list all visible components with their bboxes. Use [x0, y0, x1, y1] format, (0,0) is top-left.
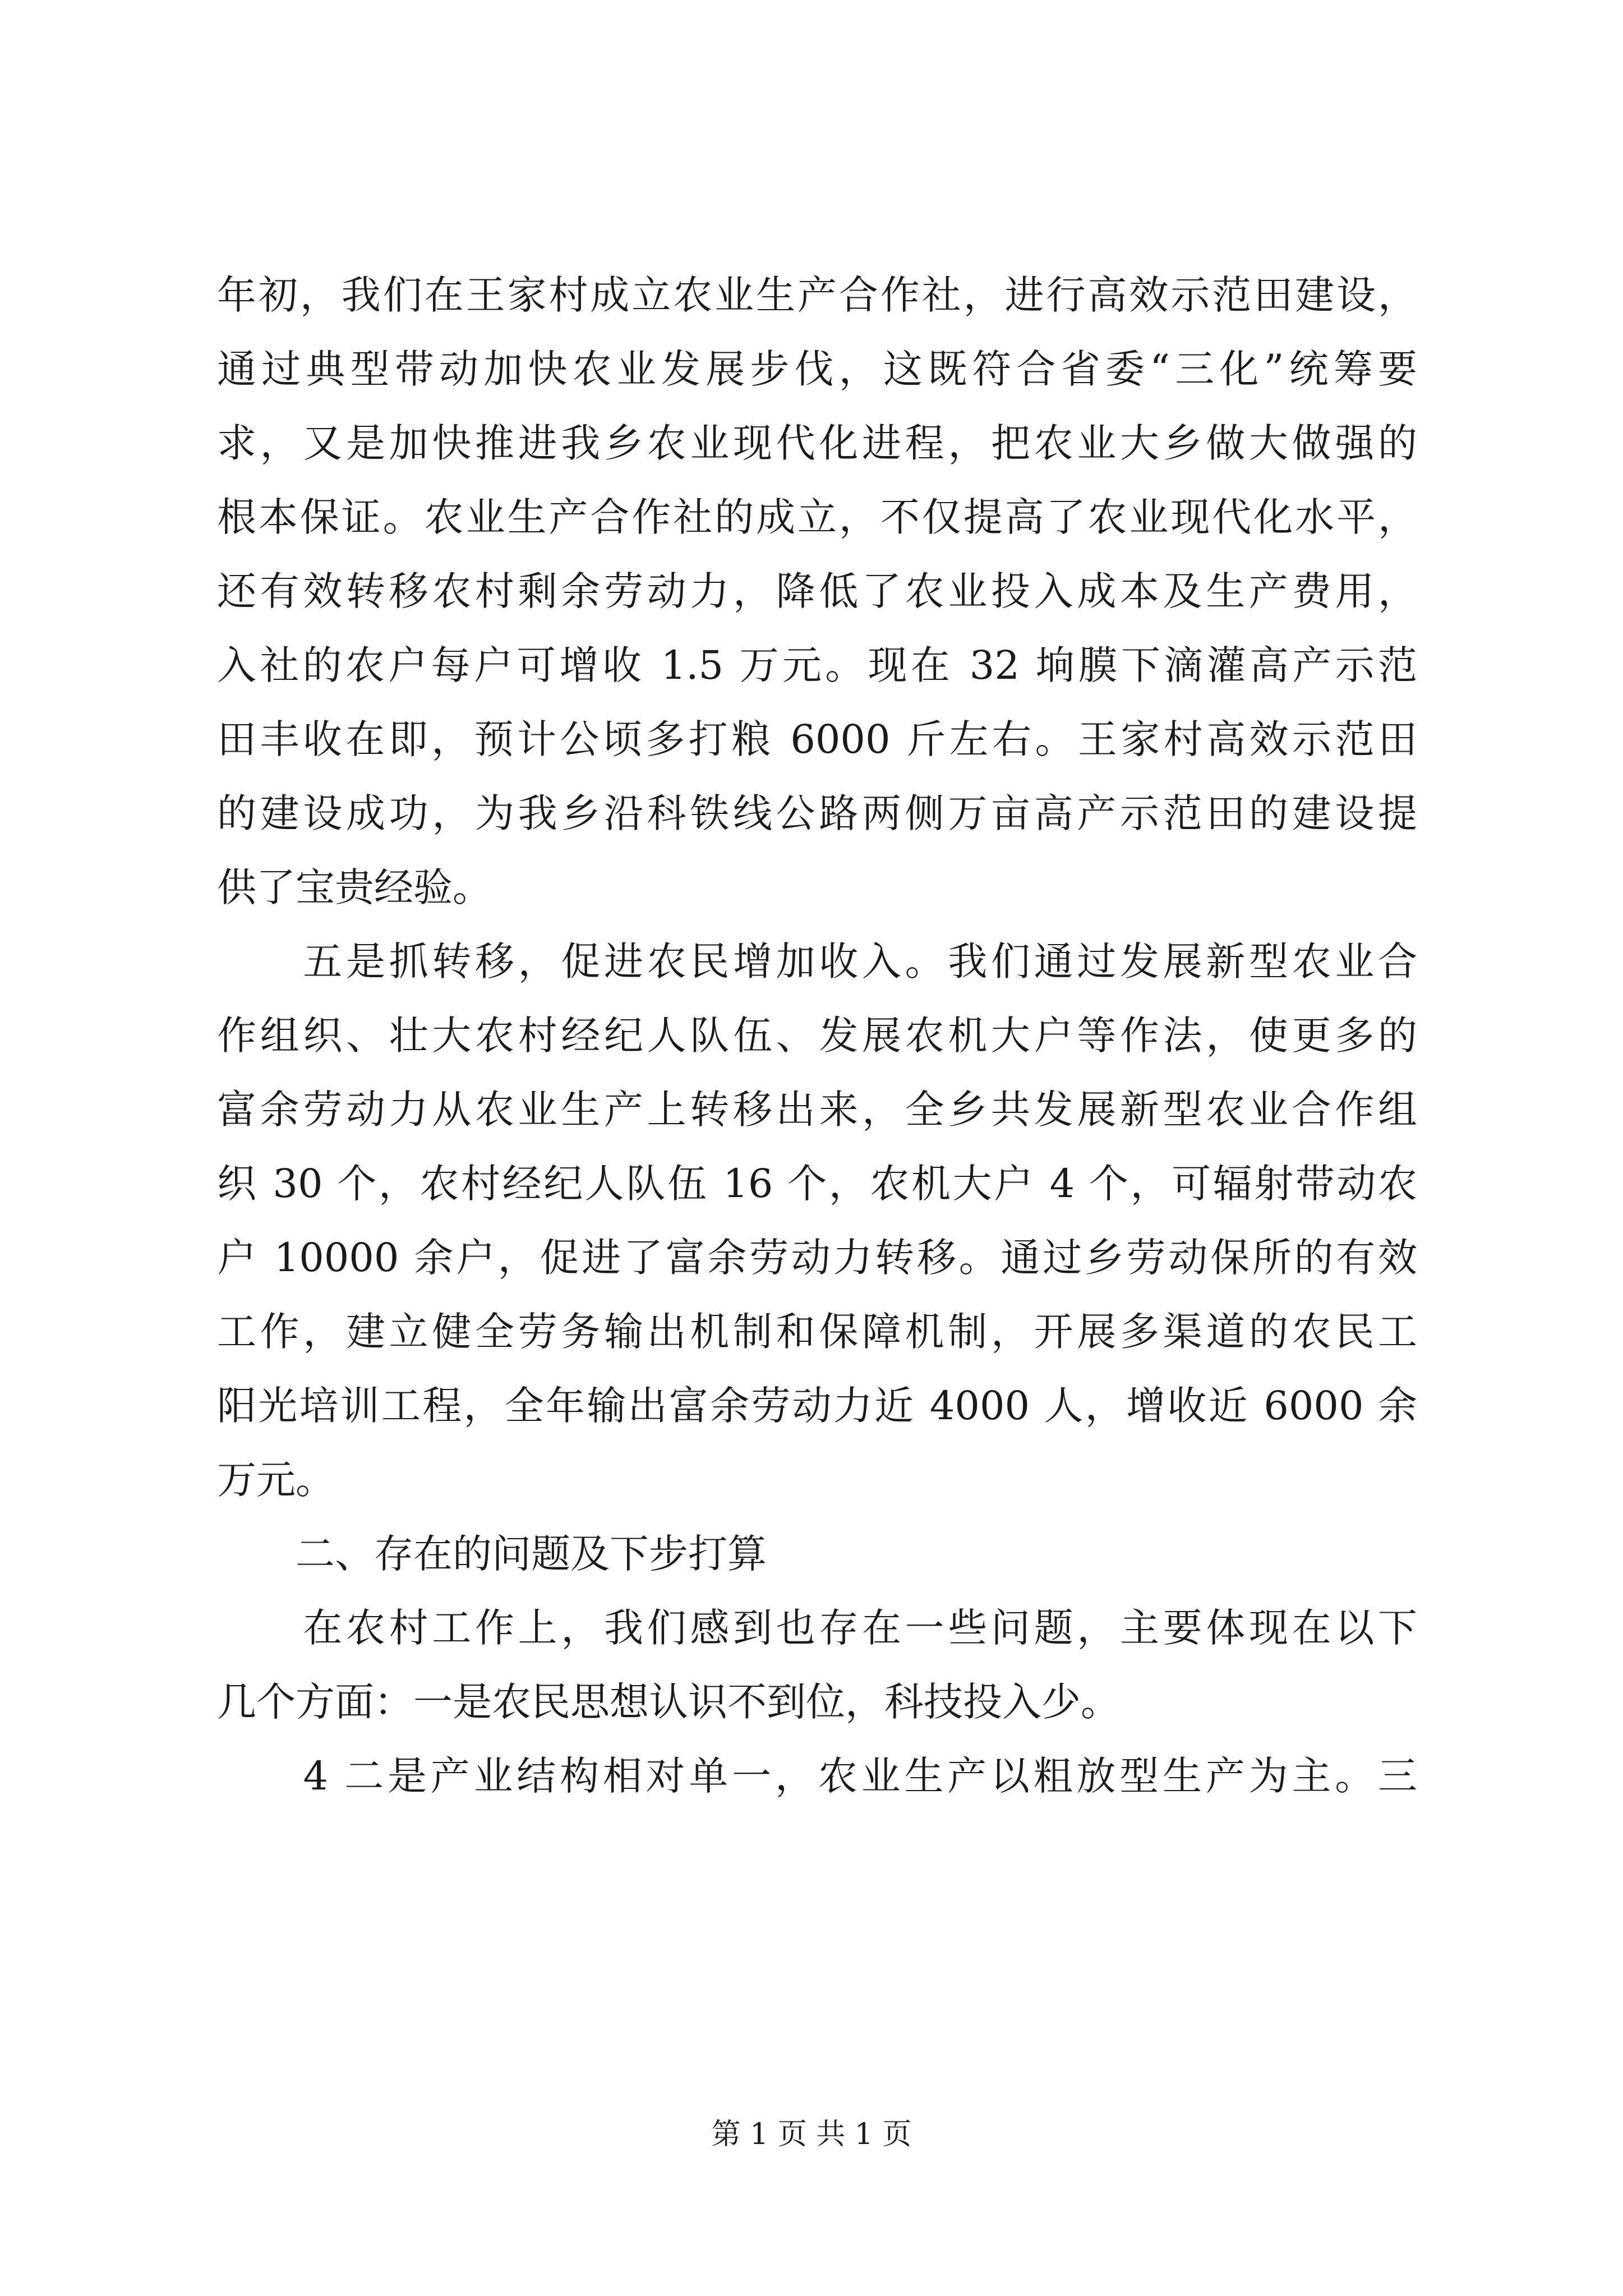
- text-line: 4 二是产业结构相对单一，农业生产以粗放型生产为主。三: [217, 1753, 1417, 1799]
- text-line: 根本保证。农业生产合作社的成立，不仅提高了农业现代化水平，: [217, 494, 1417, 540]
- text-line: 还有效转移农村剩余劳动力，降低了农业投入成本及生产费用，: [217, 568, 1417, 614]
- text-line: 工作，建立健全劳务输出机制和保障机制，开展多渠道的农民工: [217, 1309, 1417, 1355]
- text-line: 五是抓转移，促进农民增加收入。我们通过发展新型农业合: [217, 938, 1417, 984]
- text-line: 万元。: [217, 1457, 335, 1503]
- text-line: 织 30 个，农村经纪人队伍 16 个，农机大户 4 个，可辐射带动农: [217, 1161, 1417, 1207]
- text-line: 供了宝贵经验。: [217, 864, 492, 910]
- text-line: 田丰收在即，预计公顷多打粮 6000 斤左右。王家村高效示范田: [217, 716, 1417, 762]
- text-line: 阳光培训工程，全年输出富余劳动力近 4000 人，增收近 6000 余: [217, 1383, 1417, 1429]
- text-line: 在农村工作上，我们感到也存在一些问题，主要体现在以下: [217, 1605, 1417, 1651]
- text-line: 二、存在的问题及下步打算: [217, 1531, 767, 1577]
- page-footer: 第 1 页 共 1 页: [711, 2118, 912, 2151]
- text-line: 户 10000 余户，促进了富余劳动力转移。通过乡劳动保所的有效: [217, 1235, 1417, 1281]
- text-line: 富余劳动力从农业生产上转移出来，全乡共发展新型农业合作组: [217, 1087, 1417, 1133]
- text-line: 通过典型带动加快农业发展步伐，这既符合省委“三化”统筹要: [217, 346, 1417, 392]
- text-line: 求，又是加快推进我乡农业现代化进程，把农业大乡做大做强的: [217, 420, 1417, 466]
- text-line: 的建设成功，为我乡沿科铁线公路两侧万亩高产示范田的建设提: [217, 790, 1417, 836]
- body-text: [217, 258, 1417, 1813]
- text-line: 作组织、壮大农村经纪人队伍、发展农机大户等作法，使更多的: [217, 1013, 1417, 1059]
- text-line: 年初，我们在王家村成立农业生产合作社，进行高效示范田建设，: [217, 272, 1417, 318]
- text-line: 入社的农户每户可增收 1.5 万元。现在 32 垧膜下滴灌高产示范: [217, 642, 1417, 688]
- text-line: 几个方面：一是农民思想认识不到位，科技投入少。: [217, 1679, 1120, 1725]
